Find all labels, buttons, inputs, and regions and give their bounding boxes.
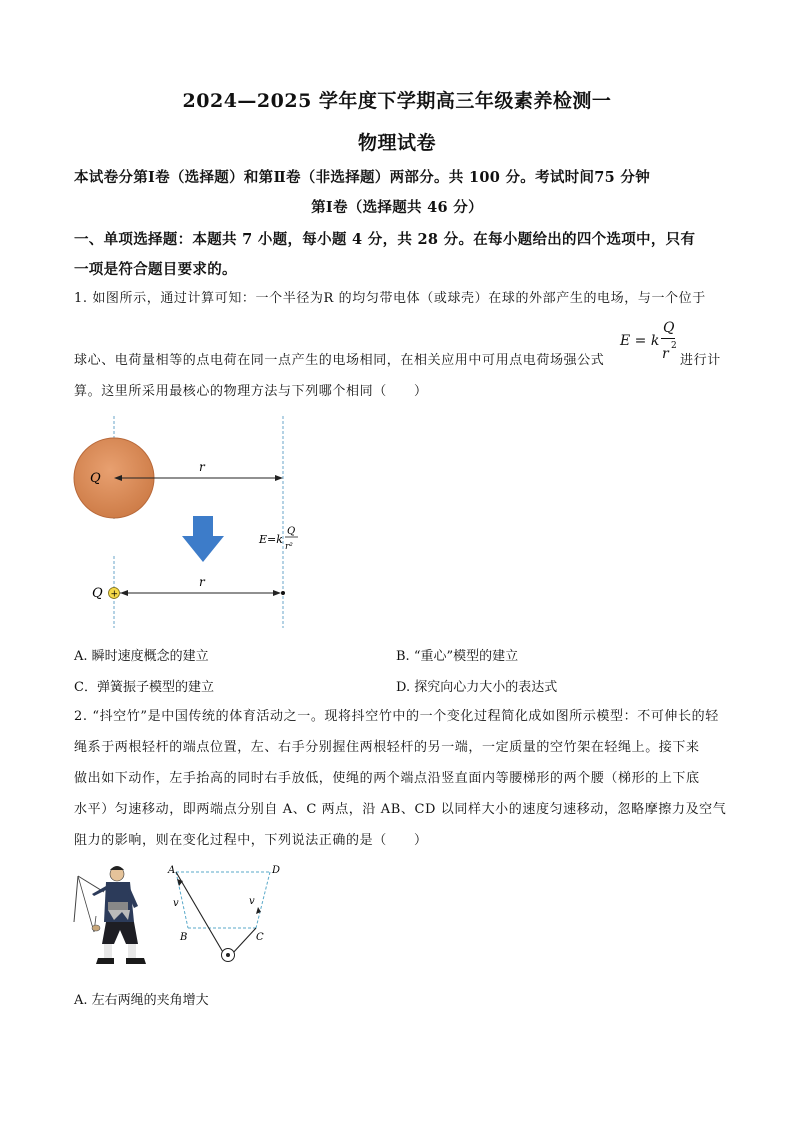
distance-label-top: r [199, 460, 205, 474]
r-arrow-right-top [275, 475, 283, 481]
fig-formula-den: r² [285, 542, 293, 552]
q1-option-c[interactable]: C．弹簧振子模型的建立 [74, 680, 214, 695]
point-a-label: A [168, 865, 176, 876]
point-charge-sign: + [110, 589, 119, 600]
q2-stem-line1: 2. “抖空竹”是中国传统的体育活动之一。现将抖空竹中的一个变化过程简化成如图所示模型：不可伸长的轻 [74, 709, 719, 724]
fig-formula-lhs: E=k [259, 533, 283, 546]
q1-formula-bar [661, 338, 675, 339]
q1-figure [72, 416, 312, 628]
velocity-label-left: v [173, 898, 179, 909]
sphere-label: Q [90, 471, 101, 486]
q1-formula-num: Q [663, 320, 675, 336]
q2-option-a[interactable]: A. 左右两绳的夹角增大 [74, 993, 209, 1008]
point-c-label: C [256, 932, 264, 943]
point-d-label: D [272, 865, 281, 876]
exam-title: 2024—2025 学年度下学期高三年级素养检测一 [182, 90, 612, 112]
down-arrow-icon [182, 516, 224, 562]
q2-stem-line4: 水平）匀速移动，即两端点分别自 A、C 两点，沿 AB、CD 以同样大小的速度匀速移动，忽略摩擦力及空气 [74, 802, 727, 817]
q1-option-b[interactable]: B. “重心”模型的建立 [396, 649, 519, 664]
part1-title: 第Ⅰ卷（选择题共 46 分） [311, 199, 483, 216]
q2-trapezoid-figure [160, 860, 290, 970]
section1-heading-line1: 一、单项选择题：本题共 7 小题，每小题 4 分，共 28 分。在每小题给出的四个选项中，只有 [74, 231, 696, 248]
trapezoid-right-leg [256, 872, 270, 928]
velocity-label-right: v [249, 896, 255, 907]
q1-formula-exp: 2 [671, 341, 677, 351]
subject-title: 物理试卷 [357, 132, 436, 154]
q1-stem-line3: 算。这里所采用最核心的物理方法与下列哪个相同（ ） [74, 384, 428, 399]
r-arrow-right-bottom [273, 590, 281, 596]
q1-option-d[interactable]: D. 探究向心力大小的表达式 [396, 680, 558, 695]
rope-right [232, 928, 256, 954]
point-charge-label: Q [92, 586, 103, 601]
diabolo-player-illustration [72, 862, 162, 968]
q1-option-a[interactable]: A. 瞬时速度概念的建立 [74, 649, 209, 664]
diabolo-center [226, 953, 230, 957]
section1-heading-line2: 一项是符合题目要求的。 [74, 261, 237, 278]
q1-stem-line2: 球心、电荷量相等的点电荷在同一点产生的电场相同，在相关应用中可用点电荷场强公式 [74, 353, 605, 368]
r-arrow-left-bottom [120, 590, 128, 596]
q2-stem-line2: 绳系于两根轻杆的端点位置，左、右手分别握住两根轻杆的另一端，一定质量的空竹架在轻绳上。接下来 [74, 740, 700, 755]
field-point [281, 591, 285, 595]
intro-text: 本试卷分第Ⅰ卷（选择题）和第Ⅱ卷（非选择题）两部分。共 100 分。考试时间75 分钟 [74, 169, 650, 186]
q2-stem-line5: 阻力的影响，则在变化过程中，下列说法正确的是（ ） [74, 833, 428, 848]
fig-formula-num: Q [287, 526, 296, 537]
q1-formula-lhs: E = k [620, 333, 660, 349]
q2-stem-line3: 做出如下动作，左手抬高的同时右手放低，使绳的两个端点沿竖直面内等腰梯形的两个腰（梯形的上下底 [74, 771, 700, 786]
q1-stem-line1: 1. 如图所示，通过计算可知：一个半径为R 的均匀带电体（或球壳）在球的外部产生的电场，与一个位于 [74, 291, 706, 306]
point-b-label: B [180, 932, 188, 943]
distance-label-bottom: r [199, 575, 205, 589]
q1-stem-line2-tail: 进行计 [680, 353, 721, 368]
q1-formula-den: r [662, 346, 669, 362]
